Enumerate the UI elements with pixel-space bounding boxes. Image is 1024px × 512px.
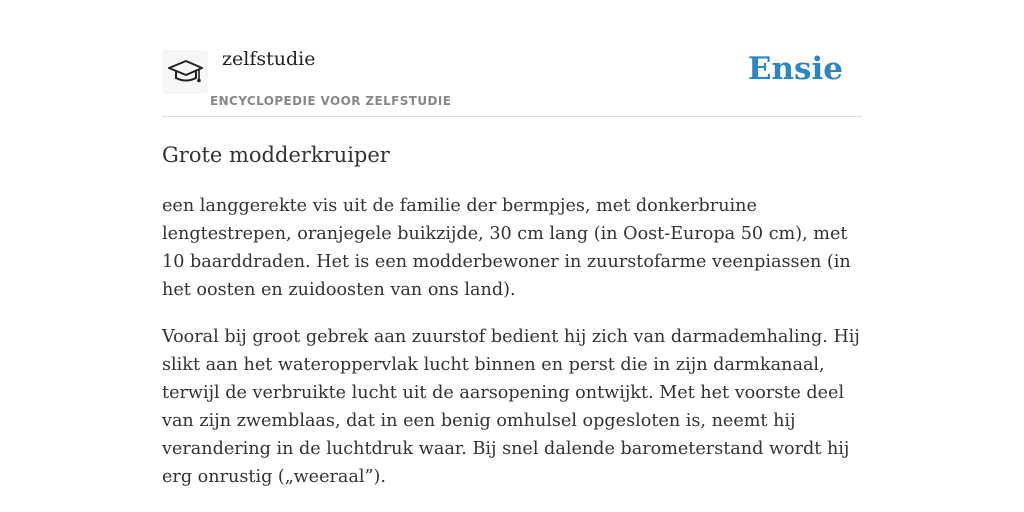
site-logo[interactable] — [162, 50, 208, 94]
site-tagline: ENCYCLOPEDIE VOOR ZELFSTUDIE — [210, 94, 452, 108]
paragraph-2: Vooral bij groot gebrek aan zuurstof bedient hij zich van darmademhaling. Hij slikt aan het wateroppervlak lucht binnen en perst die in zijn darmkanaal, terwijl de verbruikte lucht uit de aarsopening ontwijkt. Met het voorste deel van zijn zwemblaas, dat in een benig omhulsel opgesloten is, neemt hij verandering in de luchtdruk waar. Bij snel dalende barometerstand wordt hij erg onrustig („weeraal”). — [162, 327, 860, 487]
site-header — [162, 0, 862, 117]
paragraph-1: een langgerekte vis uit de familie der bermpjes, met donkerbruine lengtestrepen, oranjegele buikzijde, 30 cm lang (in Oost-Europa 50 cm), met 10 baarddraden. Het is een modderbewoner in zuurstofarme veenpiassen (in het oosten en zuidoosten van ons land). — [162, 196, 851, 300]
page — [162, 0, 862, 512]
page-title: Grote modderkruiper — [162, 143, 390, 167]
brand-logo[interactable]: Ensie — [747, 51, 843, 87]
site-name[interactable]: zelfstudie — [222, 48, 316, 70]
